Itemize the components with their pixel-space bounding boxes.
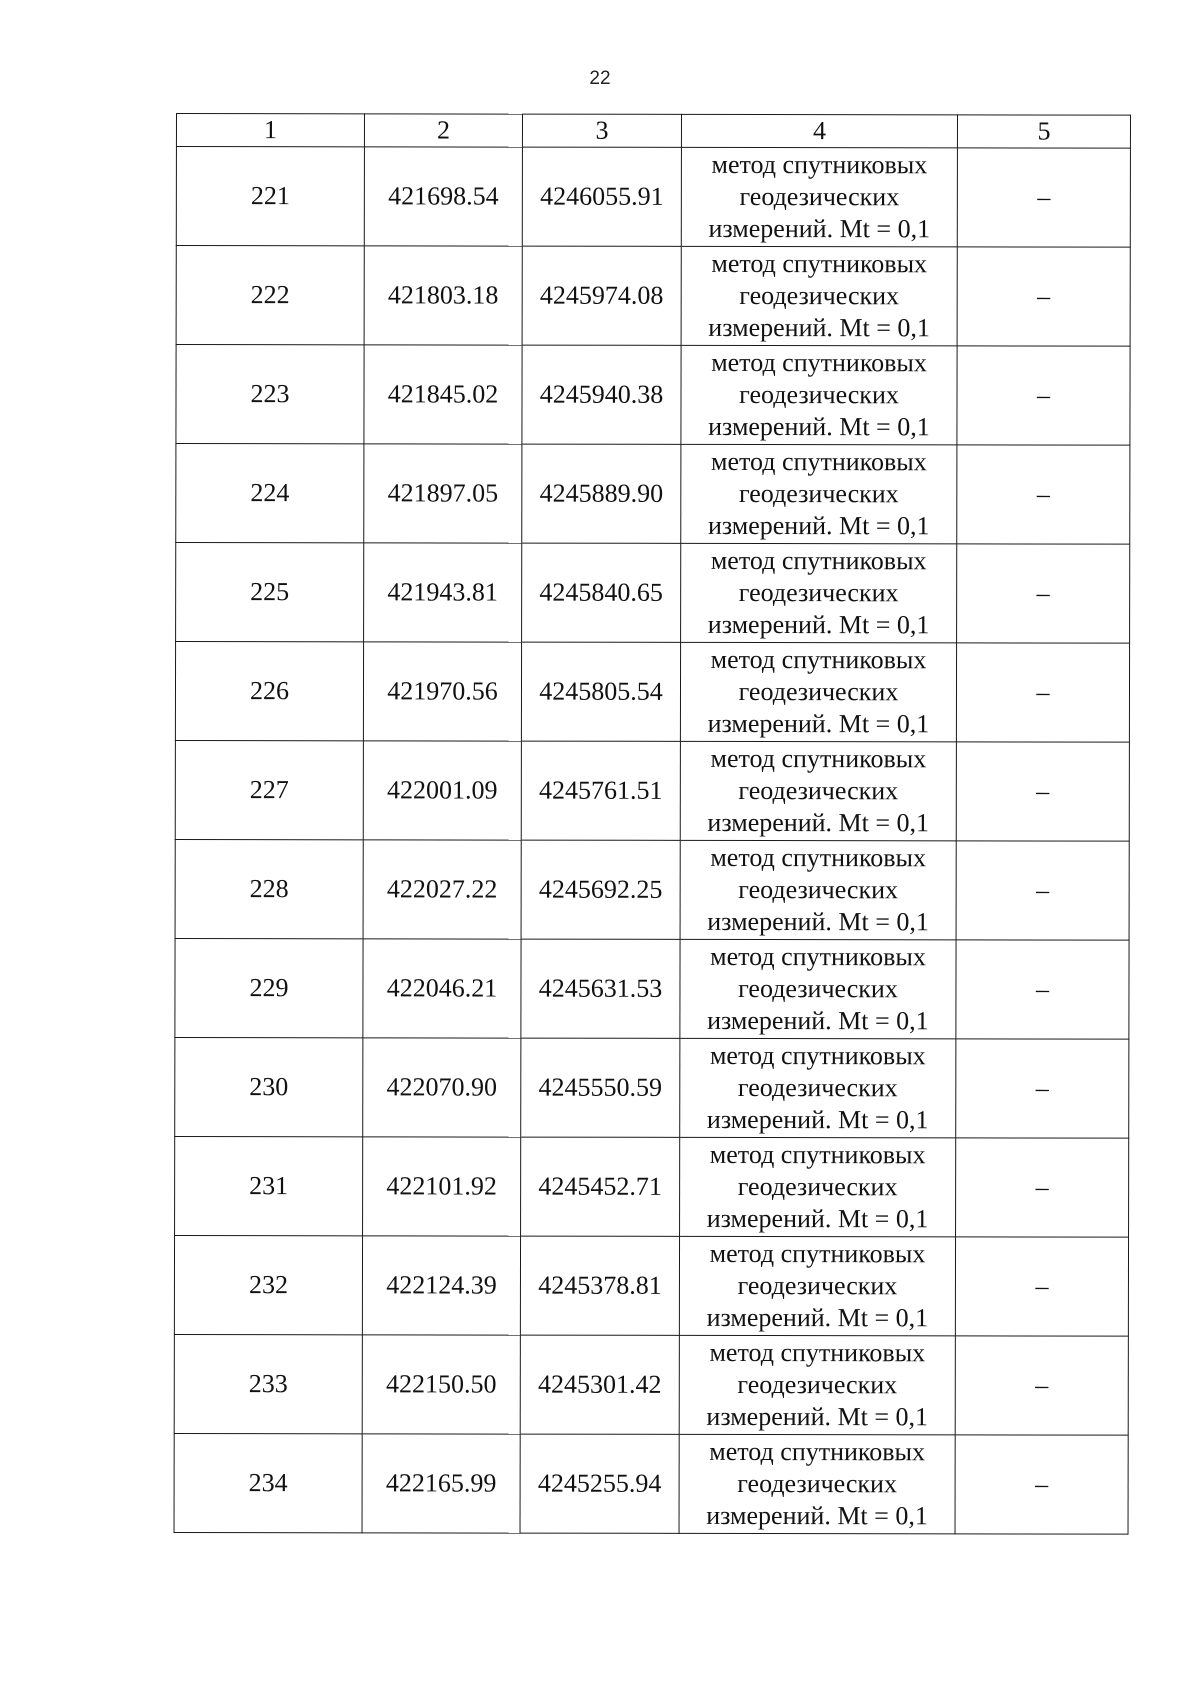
note-cell: –: [957, 346, 1130, 445]
method-line: измерений. Mt = 0,1: [706, 1104, 929, 1135]
x-coordinate-cell: 422001.09: [363, 741, 521, 840]
note-cell: –: [956, 1138, 1129, 1237]
table-row: [175, 1037, 1129, 1138]
point-number-cell: 229: [175, 938, 363, 1037]
point-number-cell: 228: [175, 839, 363, 938]
method-line: измерений. Mt = 0,1: [707, 510, 930, 541]
column-header-1: 1: [176, 114, 364, 147]
method-line: геодезических: [738, 676, 899, 707]
method-cell: [679, 1434, 955, 1533]
note-cell: –: [957, 247, 1130, 346]
table-row: [175, 1136, 1129, 1237]
x-coordinate-cell: 421970.56: [363, 642, 521, 741]
method-cell: [681, 444, 957, 543]
x-coordinate-cell: 421698.54: [364, 147, 522, 246]
method-line: геодезических: [739, 280, 900, 311]
note-cell: –: [956, 643, 1129, 742]
point-number-cell: 226: [175, 642, 363, 741]
x-coordinate-cell: 421897.05: [364, 444, 522, 543]
note-cell: –: [955, 1435, 1128, 1534]
table-row: [176, 444, 1130, 545]
table-row: [176, 543, 1130, 644]
note-cell: –: [956, 742, 1129, 841]
x-coordinate-cell: 422165.99: [362, 1434, 520, 1533]
method-line: измерений. Mt = 0,1: [708, 411, 930, 442]
method-line: метод спутниковых: [711, 446, 927, 477]
note-cell: –: [956, 940, 1129, 1039]
method-line: метод спутниковых: [710, 644, 927, 675]
table-row: [175, 740, 1129, 841]
note-cell: –: [957, 544, 1130, 643]
method-line: измерений. Mt = 0,1: [707, 708, 930, 739]
point-number-cell: 221: [176, 147, 364, 246]
y-coordinate-cell: 4246055.91: [522, 147, 681, 246]
table-row: [174, 1235, 1128, 1336]
method-cell: [679, 1335, 955, 1434]
y-coordinate-cell: 4245889.90: [522, 444, 681, 543]
x-coordinate-cell: 422027.22: [363, 840, 521, 939]
method-cell: [681, 345, 957, 444]
method-line: измерений. Mt = 0,1: [708, 213, 931, 244]
table-row: [176, 345, 1130, 446]
y-coordinate-cell: 4245631.53: [521, 939, 680, 1038]
y-coordinate-cell: 4245761.51: [521, 741, 680, 840]
point-number-cell: 231: [175, 1136, 363, 1235]
y-coordinate-cell: 4245692.25: [521, 840, 680, 939]
method-cell: [680, 741, 956, 840]
method-cell: [681, 543, 957, 642]
method-line: метод спутниковых: [711, 347, 927, 378]
point-number-cell: 234: [174, 1433, 362, 1532]
method-line: метод спутниковых: [710, 941, 926, 972]
note-cell: –: [955, 1237, 1128, 1336]
method-line: измерений. Mt = 0,1: [707, 906, 929, 937]
method-line: геодезических: [737, 1369, 898, 1400]
method-cell: [680, 939, 956, 1038]
method-cell: [680, 1038, 956, 1137]
x-coordinate-cell: 422150.50: [362, 1335, 520, 1434]
method-line: геодезических: [737, 1270, 898, 1301]
method-cell: [681, 147, 957, 246]
point-number-cell: 224: [176, 444, 364, 543]
table-row: [176, 246, 1130, 347]
coordinates-table: [174, 113, 1131, 1535]
method-line: геодезических: [739, 181, 900, 212]
method-line: метод спутниковых: [709, 1436, 926, 1467]
header-row: [176, 114, 1130, 149]
table-row: [175, 938, 1129, 1039]
method-cell: [681, 246, 957, 345]
method-line: геодезических: [737, 1468, 897, 1499]
y-coordinate-cell: 4245550.59: [521, 1038, 680, 1137]
note-cell: –: [957, 445, 1130, 544]
table-header: [176, 114, 1130, 149]
method-line: метод спутниковых: [709, 1337, 926, 1368]
method-line: метод спутниковых: [711, 248, 928, 279]
method-line: измерений. Mt = 0,1: [707, 1005, 929, 1036]
method-line: геодезических: [738, 577, 899, 608]
method-line: метод спутниковых: [709, 1139, 926, 1170]
method-line: измерений. Mt = 0,1: [707, 807, 930, 838]
note-cell: –: [956, 1039, 1129, 1138]
table-row: [176, 147, 1130, 248]
y-coordinate-cell: 4245805.54: [521, 642, 680, 741]
point-number-cell: 222: [176, 246, 364, 345]
method-line: метод спутниковых: [710, 545, 927, 576]
method-line: геодезических: [738, 775, 899, 806]
note-cell: –: [955, 1336, 1128, 1435]
x-coordinate-cell: 422046.21: [363, 939, 521, 1038]
column-header-2: 2: [364, 114, 522, 147]
point-number-cell: 230: [175, 1037, 363, 1136]
method-line: метод спутниковых: [710, 743, 927, 774]
method-line: геодезических: [737, 1072, 898, 1103]
method-line: метод спутниковых: [711, 149, 928, 180]
method-cell: [680, 642, 956, 741]
table-row: [175, 839, 1129, 940]
y-coordinate-cell: 4245940.38: [522, 345, 681, 444]
y-coordinate-cell: 4245378.81: [520, 1236, 679, 1335]
method-line: измерений. Mt = 0,1: [708, 312, 930, 343]
method-line: измерений. Mt = 0,1: [706, 1203, 929, 1234]
x-coordinate-cell: 421803.18: [364, 246, 522, 345]
method-line: геодезических: [738, 874, 899, 905]
x-coordinate-cell: 421845.02: [364, 345, 522, 444]
point-number-cell: 233: [174, 1334, 362, 1433]
x-coordinate-cell: 422070.90: [363, 1038, 521, 1137]
table-row: [175, 642, 1129, 743]
point-number-cell: 223: [176, 345, 364, 444]
point-number-cell: 227: [175, 740, 363, 839]
y-coordinate-cell: 4245301.42: [520, 1335, 679, 1434]
note-cell: –: [957, 148, 1130, 247]
y-coordinate-cell: 4245974.08: [522, 246, 681, 345]
note-cell: –: [956, 841, 1129, 940]
column-header-4: 4: [681, 114, 957, 147]
y-coordinate-cell: 4245840.65: [522, 543, 681, 642]
table-row: [174, 1433, 1128, 1534]
method-line: геодезических: [737, 1171, 898, 1202]
point-number-cell: 225: [176, 543, 364, 642]
method-line: метод спутниковых: [709, 1238, 926, 1269]
point-number-cell: 232: [174, 1235, 362, 1334]
method-line: измерений. Mt = 0,1: [706, 1401, 929, 1432]
method-cell: [679, 1236, 955, 1335]
y-coordinate-cell: 4245452.71: [521, 1137, 680, 1236]
column-header-5: 5: [957, 115, 1130, 148]
method-line: измерений. Mt = 0,1: [706, 1302, 929, 1333]
method-cell: [680, 1137, 956, 1236]
method-line: геодезических: [739, 379, 899, 410]
table-row: [174, 1334, 1128, 1435]
method-line: измерений. Mt = 0,1: [707, 609, 930, 640]
method-line: геодезических: [738, 973, 898, 1004]
y-coordinate-cell: 4245255.94: [520, 1434, 679, 1533]
method-line: измерений. Mt = 0,1: [706, 1500, 928, 1531]
method-line: метод спутниковых: [710, 842, 927, 873]
table-body: [174, 147, 1130, 1535]
method-line: метод спутниковых: [709, 1040, 926, 1071]
x-coordinate-cell: 421943.81: [364, 543, 522, 642]
column-header-3: 3: [522, 114, 681, 147]
method-cell: [680, 840, 956, 939]
page-number: 22: [589, 68, 611, 89]
x-coordinate-cell: 422101.92: [363, 1137, 521, 1236]
method-line: геодезических: [738, 478, 899, 509]
x-coordinate-cell: 422124.39: [362, 1236, 520, 1335]
